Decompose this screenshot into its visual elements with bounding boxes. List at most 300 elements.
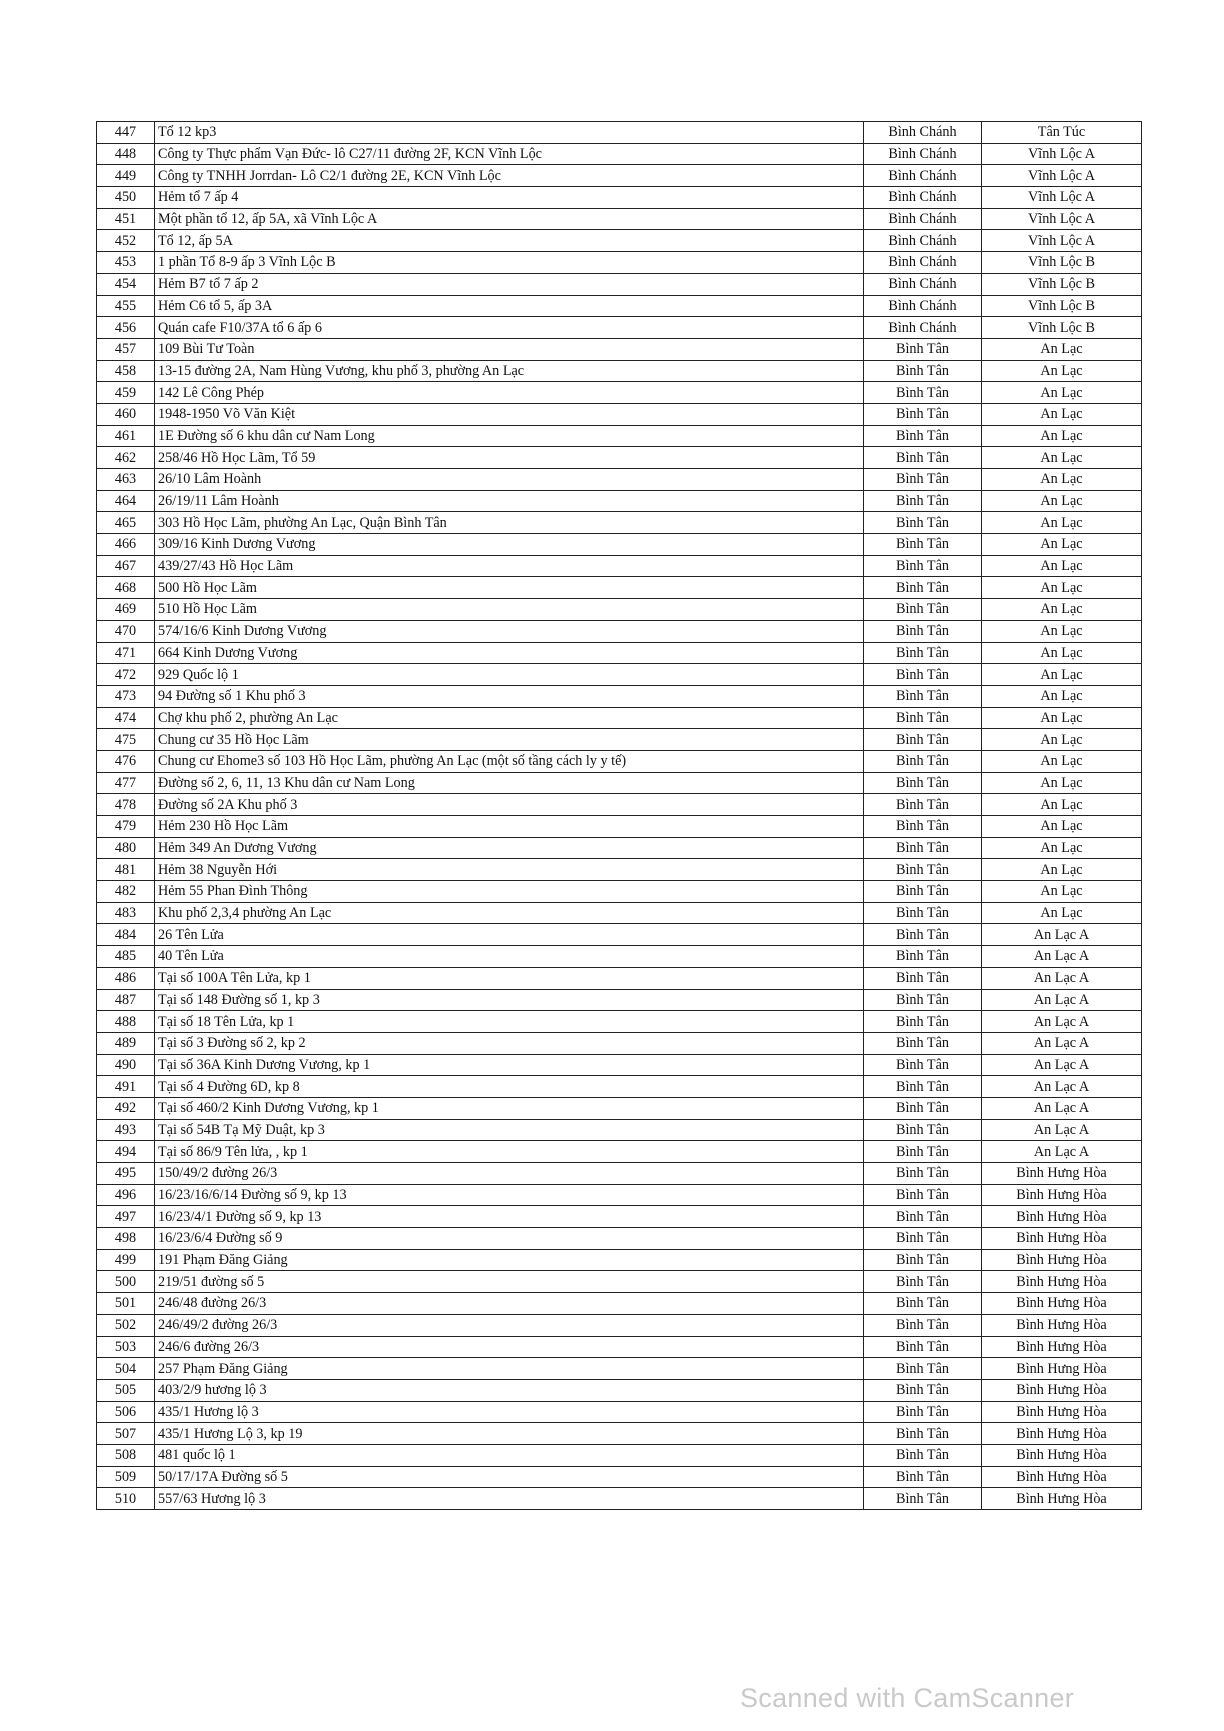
ward-cell: An Lạc bbox=[982, 620, 1142, 642]
district-cell: Bình Tân bbox=[864, 794, 982, 816]
district-cell: Bình Tân bbox=[864, 1184, 982, 1206]
row-number-cell: 489 bbox=[97, 1032, 155, 1054]
row-number-cell: 453 bbox=[97, 252, 155, 274]
table-row bbox=[97, 642, 1142, 664]
address-cell: Chung cư Ehome3 số 103 Hồ Học Lãm, phường An Lạc (một số tầng cách ly y tế) bbox=[155, 750, 864, 772]
row-number-cell: 503 bbox=[97, 1336, 155, 1358]
address-cell: 403/2/9 hương lộ 3 bbox=[155, 1379, 864, 1401]
table-row bbox=[97, 729, 1142, 751]
district-cell: Bình Tân bbox=[864, 425, 982, 447]
address-cell: Hẻm 55 Phan Đình Thông bbox=[155, 881, 864, 903]
ward-cell: Bình Hưng Hòa bbox=[982, 1206, 1142, 1228]
row-number-cell: 502 bbox=[97, 1314, 155, 1336]
row-number-cell: 475 bbox=[97, 729, 155, 751]
table-row bbox=[97, 534, 1142, 556]
address-cell: 500 Hồ Học Lãm bbox=[155, 577, 864, 599]
address-cell: 246/48 đường 26/3 bbox=[155, 1293, 864, 1315]
table-row bbox=[97, 1293, 1142, 1315]
row-number-cell: 457 bbox=[97, 338, 155, 360]
address-cell: Công ty Thực phẩm Vạn Đức- lô C27/11 đường 2F, KCN Vĩnh Lộc bbox=[155, 143, 864, 165]
district-cell: Bình Tân bbox=[864, 837, 982, 859]
row-number-cell: 509 bbox=[97, 1466, 155, 1488]
table-row bbox=[97, 902, 1142, 924]
ward-cell: An Lạc bbox=[982, 403, 1142, 425]
ward-cell: An Lạc bbox=[982, 360, 1142, 382]
address-table-body bbox=[97, 122, 1142, 1510]
ward-cell: Bình Hưng Hòa bbox=[982, 1379, 1142, 1401]
address-cell: 929 Quốc lộ 1 bbox=[155, 664, 864, 686]
table-row bbox=[97, 1054, 1142, 1076]
district-cell: Bình Tân bbox=[864, 599, 982, 621]
ward-cell: An Lạc bbox=[982, 382, 1142, 404]
address-cell: Hẻm C6 tổ 5, ấp 3A bbox=[155, 295, 864, 317]
row-number-cell: 494 bbox=[97, 1141, 155, 1163]
ward-cell: An Lạc bbox=[982, 555, 1142, 577]
address-cell: 557/63 Hương lộ 3 bbox=[155, 1488, 864, 1510]
row-number-cell: 510 bbox=[97, 1488, 155, 1510]
table-row bbox=[97, 512, 1142, 534]
table-row bbox=[97, 403, 1142, 425]
row-number-cell: 478 bbox=[97, 794, 155, 816]
district-cell: Bình Tân bbox=[864, 772, 982, 794]
row-number-cell: 467 bbox=[97, 555, 155, 577]
address-cell: Tại số 148 Đường số 1, kp 3 bbox=[155, 989, 864, 1011]
address-cell: Chợ khu phố 2, phường An Lạc bbox=[155, 707, 864, 729]
table-row bbox=[97, 273, 1142, 295]
address-cell: 574/16/6 Kinh Dương Vương bbox=[155, 620, 864, 642]
district-cell: Bình Tân bbox=[864, 1358, 982, 1380]
table-row bbox=[97, 989, 1142, 1011]
table-row bbox=[97, 1163, 1142, 1185]
row-number-cell: 450 bbox=[97, 187, 155, 209]
address-cell: 142 Lê Công Phép bbox=[155, 382, 864, 404]
ward-cell: Bình Hưng Hòa bbox=[982, 1336, 1142, 1358]
district-cell: Bình Tân bbox=[864, 403, 982, 425]
table-row bbox=[97, 360, 1142, 382]
ward-cell: An Lạc A bbox=[982, 946, 1142, 968]
table-row bbox=[97, 382, 1142, 404]
row-number-cell: 452 bbox=[97, 230, 155, 252]
row-number-cell: 505 bbox=[97, 1379, 155, 1401]
district-cell: Bình Tân bbox=[864, 816, 982, 838]
address-cell: 435/1 Hương Lộ 3, kp 19 bbox=[155, 1423, 864, 1445]
table-row bbox=[97, 946, 1142, 968]
row-number-cell: 492 bbox=[97, 1097, 155, 1119]
address-cell: Hẻm B7 tổ 7 ấp 2 bbox=[155, 273, 864, 295]
ward-cell: Bình Hưng Hòa bbox=[982, 1423, 1142, 1445]
district-cell: Bình Tân bbox=[864, 1444, 982, 1466]
district-cell: Bình Chánh bbox=[864, 252, 982, 274]
address-cell: 94 Đường số 1 Khu phố 3 bbox=[155, 685, 864, 707]
ward-cell: An Lạc bbox=[982, 490, 1142, 512]
row-number-cell: 458 bbox=[97, 360, 155, 382]
ward-cell: An Lạc bbox=[982, 447, 1142, 469]
district-cell: Bình Tân bbox=[864, 1141, 982, 1163]
table-row bbox=[97, 794, 1142, 816]
district-cell: Bình Tân bbox=[864, 1466, 982, 1488]
ward-cell: An Lạc A bbox=[982, 1076, 1142, 1098]
table-row bbox=[97, 165, 1142, 187]
address-cell: 16/23/6/4 Đường số 9 bbox=[155, 1228, 864, 1250]
district-cell: Bình Tân bbox=[864, 360, 982, 382]
document-page bbox=[96, 121, 1141, 1510]
ward-cell: Vĩnh Lộc B bbox=[982, 273, 1142, 295]
table-row bbox=[97, 859, 1142, 881]
table-row bbox=[97, 447, 1142, 469]
table-row bbox=[97, 685, 1142, 707]
district-cell: Bình Tân bbox=[864, 1119, 982, 1141]
row-number-cell: 484 bbox=[97, 924, 155, 946]
address-cell: Tại số 460/2 Kinh Dương Vương, kp 1 bbox=[155, 1097, 864, 1119]
district-cell: Bình Tân bbox=[864, 1163, 982, 1185]
address-cell: 26/19/11 Lâm Hoành bbox=[155, 490, 864, 512]
ward-cell: Vĩnh Lộc B bbox=[982, 295, 1142, 317]
ward-cell: Bình Hưng Hòa bbox=[982, 1293, 1142, 1315]
district-cell: Bình Chánh bbox=[864, 122, 982, 144]
district-cell: Bình Tân bbox=[864, 1228, 982, 1250]
table-row bbox=[97, 1401, 1142, 1423]
address-cell: 303 Hồ Học Lãm, phường An Lạc, Quận Bình Tân bbox=[155, 512, 864, 534]
address-cell: Tại số 100A Tên Lửa, kp 1 bbox=[155, 967, 864, 989]
ward-cell: An Lạc A bbox=[982, 1141, 1142, 1163]
address-cell: 1 phần Tổ 8-9 ấp 3 Vĩnh Lộc B bbox=[155, 252, 864, 274]
district-cell: Bình Tân bbox=[864, 729, 982, 751]
table-row bbox=[97, 772, 1142, 794]
district-cell: Bình Tân bbox=[864, 859, 982, 881]
row-number-cell: 451 bbox=[97, 208, 155, 230]
row-number-cell: 493 bbox=[97, 1119, 155, 1141]
table-row bbox=[97, 816, 1142, 838]
ward-cell: An Lạc bbox=[982, 512, 1142, 534]
table-row bbox=[97, 664, 1142, 686]
table-row bbox=[97, 1314, 1142, 1336]
table-row bbox=[97, 750, 1142, 772]
table-row bbox=[97, 122, 1142, 144]
row-number-cell: 506 bbox=[97, 1401, 155, 1423]
table-row bbox=[97, 295, 1142, 317]
address-cell: Đường số 2A Khu phố 3 bbox=[155, 794, 864, 816]
table-row bbox=[97, 924, 1142, 946]
row-number-cell: 466 bbox=[97, 534, 155, 556]
ward-cell: Bình Hưng Hòa bbox=[982, 1444, 1142, 1466]
table-row bbox=[97, 1076, 1142, 1098]
table-row bbox=[97, 1488, 1142, 1510]
row-number-cell: 454 bbox=[97, 273, 155, 295]
row-number-cell: 447 bbox=[97, 122, 155, 144]
ward-cell: Bình Hưng Hòa bbox=[982, 1358, 1142, 1380]
ward-cell: An Lạc bbox=[982, 534, 1142, 556]
ward-cell: An Lạc A bbox=[982, 967, 1142, 989]
district-cell: Bình Tân bbox=[864, 469, 982, 491]
district-cell: Bình Tân bbox=[864, 967, 982, 989]
ward-cell: Vĩnh Lộc A bbox=[982, 143, 1142, 165]
table-row bbox=[97, 490, 1142, 512]
district-cell: Bình Tân bbox=[864, 1206, 982, 1228]
ward-cell: An Lạc bbox=[982, 837, 1142, 859]
row-number-cell: 501 bbox=[97, 1293, 155, 1315]
ward-cell: An Lạc bbox=[982, 664, 1142, 686]
table-row bbox=[97, 469, 1142, 491]
address-cell: Tại số 4 Đường 6D, kp 8 bbox=[155, 1076, 864, 1098]
row-number-cell: 456 bbox=[97, 317, 155, 339]
district-cell: Bình Tân bbox=[864, 338, 982, 360]
address-cell: 309/16 Kinh Dương Vương bbox=[155, 534, 864, 556]
address-cell: Tại số 36A Kinh Dương Vương, kp 1 bbox=[155, 1054, 864, 1076]
district-cell: Bình Chánh bbox=[864, 295, 982, 317]
row-number-cell: 485 bbox=[97, 946, 155, 968]
table-row bbox=[97, 1466, 1142, 1488]
row-number-cell: 487 bbox=[97, 989, 155, 1011]
ward-cell: An Lạc A bbox=[982, 1032, 1142, 1054]
row-number-cell: 496 bbox=[97, 1184, 155, 1206]
row-number-cell: 500 bbox=[97, 1271, 155, 1293]
address-cell: Quán cafe F10/37A tổ 6 ấp 6 bbox=[155, 317, 864, 339]
ward-cell: An Lạc bbox=[982, 469, 1142, 491]
ward-cell: An Lạc bbox=[982, 577, 1142, 599]
row-number-cell: 469 bbox=[97, 599, 155, 621]
table-row bbox=[97, 1379, 1142, 1401]
ward-cell: An Lạc A bbox=[982, 1054, 1142, 1076]
ward-cell: Vĩnh Lộc A bbox=[982, 187, 1142, 209]
address-cell: 481 quốc lộ 1 bbox=[155, 1444, 864, 1466]
district-cell: Bình Tân bbox=[864, 1379, 982, 1401]
row-number-cell: 476 bbox=[97, 750, 155, 772]
ward-cell: An Lạc bbox=[982, 338, 1142, 360]
district-cell: Bình Tân bbox=[864, 1401, 982, 1423]
ward-cell: Bình Hưng Hòa bbox=[982, 1401, 1142, 1423]
row-number-cell: 481 bbox=[97, 859, 155, 881]
address-cell: 664 Kinh Dương Vương bbox=[155, 642, 864, 664]
district-cell: Bình Tân bbox=[864, 555, 982, 577]
district-cell: Bình Tân bbox=[864, 881, 982, 903]
ward-cell: Bình Hưng Hòa bbox=[982, 1271, 1142, 1293]
district-cell: Bình Tân bbox=[864, 534, 982, 556]
ward-cell: An Lạc bbox=[982, 750, 1142, 772]
address-cell: 109 Bùi Tư Toàn bbox=[155, 338, 864, 360]
address-cell: 435/1 Hương lộ 3 bbox=[155, 1401, 864, 1423]
row-number-cell: 498 bbox=[97, 1228, 155, 1250]
row-number-cell: 459 bbox=[97, 382, 155, 404]
address-cell: 246/49/2 đường 26/3 bbox=[155, 1314, 864, 1336]
ward-cell: An Lạc bbox=[982, 642, 1142, 664]
address-cell: Khu phố 2,3,4 phường An Lạc bbox=[155, 902, 864, 924]
table-row bbox=[97, 1249, 1142, 1271]
row-number-cell: 504 bbox=[97, 1358, 155, 1380]
row-number-cell: 482 bbox=[97, 881, 155, 903]
row-number-cell: 497 bbox=[97, 1206, 155, 1228]
district-cell: Bình Chánh bbox=[864, 273, 982, 295]
row-number-cell: 477 bbox=[97, 772, 155, 794]
district-cell: Bình Tân bbox=[864, 707, 982, 729]
address-table bbox=[96, 121, 1142, 1510]
district-cell: Bình Tân bbox=[864, 1249, 982, 1271]
table-row bbox=[97, 1228, 1142, 1250]
district-cell: Bình Tân bbox=[864, 946, 982, 968]
table-row bbox=[97, 837, 1142, 859]
table-row bbox=[97, 707, 1142, 729]
address-cell: Đường số 2, 6, 11, 13 Khu dân cư Nam Long bbox=[155, 772, 864, 794]
row-number-cell: 490 bbox=[97, 1054, 155, 1076]
row-number-cell: 468 bbox=[97, 577, 155, 599]
address-cell: Công ty TNHH Jorrdan- Lô C2/1 đường 2E, KCN Vĩnh Lộc bbox=[155, 165, 864, 187]
row-number-cell: 462 bbox=[97, 447, 155, 469]
ward-cell: An Lạc bbox=[982, 707, 1142, 729]
table-row bbox=[97, 881, 1142, 903]
table-row bbox=[97, 1206, 1142, 1228]
address-cell: Tổ 12 kp3 bbox=[155, 122, 864, 144]
row-number-cell: 463 bbox=[97, 469, 155, 491]
district-cell: Bình Chánh bbox=[864, 317, 982, 339]
table-row bbox=[97, 1271, 1142, 1293]
address-cell: Tổ 12, ấp 5A bbox=[155, 230, 864, 252]
ward-cell: An Lạc A bbox=[982, 989, 1142, 1011]
ward-cell: An Lạc bbox=[982, 881, 1142, 903]
ward-cell: Vĩnh Lộc B bbox=[982, 252, 1142, 274]
table-row bbox=[97, 1141, 1142, 1163]
table-row bbox=[97, 1097, 1142, 1119]
table-row bbox=[97, 230, 1142, 252]
ward-cell: An Lạc bbox=[982, 816, 1142, 838]
address-cell: 16/23/4/1 Đường số 9, kp 13 bbox=[155, 1206, 864, 1228]
table-row bbox=[97, 208, 1142, 230]
ward-cell: An Lạc bbox=[982, 425, 1142, 447]
table-row bbox=[97, 143, 1142, 165]
ward-cell: An Lạc A bbox=[982, 1119, 1142, 1141]
address-cell: 439/27/43 Hồ Học Lãm bbox=[155, 555, 864, 577]
address-cell: 246/6 đường 26/3 bbox=[155, 1336, 864, 1358]
row-number-cell: 449 bbox=[97, 165, 155, 187]
row-number-cell: 464 bbox=[97, 490, 155, 512]
district-cell: Bình Tân bbox=[864, 1293, 982, 1315]
district-cell: Bình Tân bbox=[864, 1032, 982, 1054]
row-number-cell: 486 bbox=[97, 967, 155, 989]
district-cell: Bình Tân bbox=[864, 924, 982, 946]
address-cell: 16/23/16/6/14 Đường số 9, kp 13 bbox=[155, 1184, 864, 1206]
row-number-cell: 465 bbox=[97, 512, 155, 534]
table-row bbox=[97, 187, 1142, 209]
ward-cell: An Lạc bbox=[982, 772, 1142, 794]
district-cell: Bình Tân bbox=[864, 1054, 982, 1076]
district-cell: Bình Tân bbox=[864, 447, 982, 469]
row-number-cell: 455 bbox=[97, 295, 155, 317]
row-number-cell: 508 bbox=[97, 1444, 155, 1466]
district-cell: Bình Tân bbox=[864, 1314, 982, 1336]
ward-cell: Bình Hưng Hòa bbox=[982, 1466, 1142, 1488]
table-row bbox=[97, 599, 1142, 621]
row-number-cell: 499 bbox=[97, 1249, 155, 1271]
ward-cell: An Lạc bbox=[982, 599, 1142, 621]
district-cell: Bình Tân bbox=[864, 490, 982, 512]
ward-cell: Bình Hưng Hòa bbox=[982, 1488, 1142, 1510]
address-cell: Tại số 86/9 Tên lửa, , kp 1 bbox=[155, 1141, 864, 1163]
address-cell: Chung cư 35 Hồ Học Lãm bbox=[155, 729, 864, 751]
ward-cell: Tân Túc bbox=[982, 122, 1142, 144]
address-cell: 510 Hồ Học Lãm bbox=[155, 599, 864, 621]
address-cell: 40 Tên Lửa bbox=[155, 946, 864, 968]
ward-cell: An Lạc A bbox=[982, 1011, 1142, 1033]
row-number-cell: 479 bbox=[97, 816, 155, 838]
ward-cell: An Lạc A bbox=[982, 924, 1142, 946]
row-number-cell: 448 bbox=[97, 143, 155, 165]
address-cell: Một phần tổ 12, ấp 5A, xã Vĩnh Lộc A bbox=[155, 208, 864, 230]
table-row bbox=[97, 1336, 1142, 1358]
district-cell: Bình Tân bbox=[864, 577, 982, 599]
ward-cell: Vĩnh Lộc A bbox=[982, 230, 1142, 252]
district-cell: Bình Tân bbox=[864, 620, 982, 642]
ward-cell: Bình Hưng Hòa bbox=[982, 1228, 1142, 1250]
district-cell: Bình Tân bbox=[864, 1336, 982, 1358]
row-number-cell: 471 bbox=[97, 642, 155, 664]
row-number-cell: 460 bbox=[97, 403, 155, 425]
district-cell: Bình Tân bbox=[864, 685, 982, 707]
address-cell: 191 Phạm Đăng Giảng bbox=[155, 1249, 864, 1271]
district-cell: Bình Tân bbox=[864, 1097, 982, 1119]
ward-cell: Vĩnh Lộc A bbox=[982, 208, 1142, 230]
table-row bbox=[97, 1358, 1142, 1380]
address-cell: Hẻm 38 Nguyễn Hới bbox=[155, 859, 864, 881]
row-number-cell: 491 bbox=[97, 1076, 155, 1098]
address-cell: 1E Đường số 6 khu dân cư Nam Long bbox=[155, 425, 864, 447]
ward-cell: Bình Hưng Hòa bbox=[982, 1184, 1142, 1206]
district-cell: Bình Tân bbox=[864, 1011, 982, 1033]
district-cell: Bình Tân bbox=[864, 989, 982, 1011]
ward-cell: Bình Hưng Hòa bbox=[982, 1249, 1142, 1271]
ward-cell: Bình Hưng Hòa bbox=[982, 1314, 1142, 1336]
address-cell: Hẻm 230 Hồ Học Lãm bbox=[155, 816, 864, 838]
row-number-cell: 474 bbox=[97, 707, 155, 729]
row-number-cell: 480 bbox=[97, 837, 155, 859]
row-number-cell: 495 bbox=[97, 1163, 155, 1185]
table-row bbox=[97, 317, 1142, 339]
address-cell: Tại số 54B Tạ Mỹ Duật, kp 3 bbox=[155, 1119, 864, 1141]
district-cell: Bình Tân bbox=[864, 1076, 982, 1098]
address-cell: Tại số 3 Đường số 2, kp 2 bbox=[155, 1032, 864, 1054]
district-cell: Bình Tân bbox=[864, 1423, 982, 1445]
row-number-cell: 461 bbox=[97, 425, 155, 447]
district-cell: Bình Tân bbox=[864, 902, 982, 924]
ward-cell: An Lạc bbox=[982, 859, 1142, 881]
address-cell: 219/51 đường số 5 bbox=[155, 1271, 864, 1293]
district-cell: Bình Chánh bbox=[864, 143, 982, 165]
district-cell: Bình Tân bbox=[864, 642, 982, 664]
district-cell: Bình Tân bbox=[864, 750, 982, 772]
address-cell: Hẻm tổ 7 ấp 4 bbox=[155, 187, 864, 209]
district-cell: Bình Chánh bbox=[864, 208, 982, 230]
table-row bbox=[97, 425, 1142, 447]
address-cell: Hẻm 349 An Dương Vương bbox=[155, 837, 864, 859]
row-number-cell: 472 bbox=[97, 664, 155, 686]
table-row bbox=[97, 1423, 1142, 1445]
district-cell: Bình Tân bbox=[864, 1488, 982, 1510]
table-row bbox=[97, 1032, 1142, 1054]
table-row bbox=[97, 967, 1142, 989]
ward-cell: An Lạc A bbox=[982, 1097, 1142, 1119]
table-row bbox=[97, 1184, 1142, 1206]
address-cell: 26 Tên Lửa bbox=[155, 924, 864, 946]
table-row bbox=[97, 1011, 1142, 1033]
district-cell: Bình Tân bbox=[864, 664, 982, 686]
district-cell: Bình Tân bbox=[864, 382, 982, 404]
district-cell: Bình Chánh bbox=[864, 230, 982, 252]
row-number-cell: 473 bbox=[97, 685, 155, 707]
row-number-cell: 483 bbox=[97, 902, 155, 924]
ward-cell: An Lạc bbox=[982, 729, 1142, 751]
row-number-cell: 507 bbox=[97, 1423, 155, 1445]
ward-cell: Vĩnh Lộc B bbox=[982, 317, 1142, 339]
table-row bbox=[97, 1119, 1142, 1141]
ward-cell: An Lạc bbox=[982, 685, 1142, 707]
ward-cell: Bình Hưng Hòa bbox=[982, 1163, 1142, 1185]
